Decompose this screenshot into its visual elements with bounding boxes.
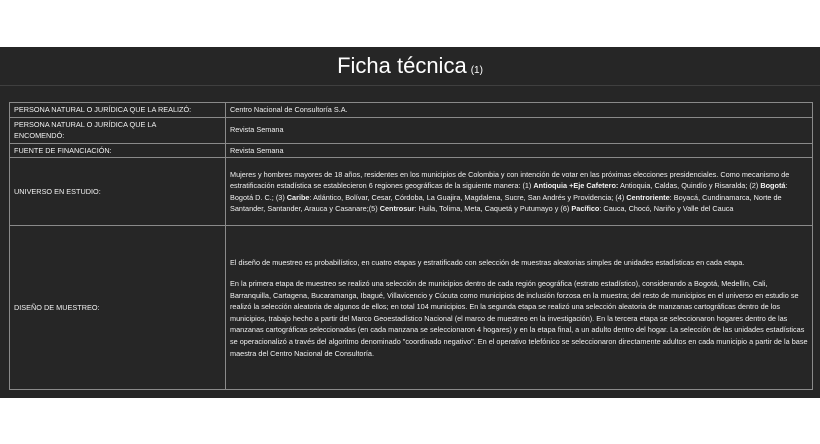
row-value: Centro Nacional de Consultoría S.A.: [226, 103, 813, 118]
row-label-line: PERSONA NATURAL O JURÍDICA QUE LA: [14, 119, 157, 129]
row-label: UNIVERSO EN ESTUDIO:: [10, 158, 226, 226]
region-text: : Cauca, Chocó, Nariño y Valle del Cauca: [599, 204, 734, 214]
design-description: [226, 226, 813, 390]
universe-description: [226, 158, 813, 226]
region-text: Antioquia, Caldas, Quindío y Risaralda; (2): [618, 181, 761, 191]
region-text: : Huila, Tolima, Meta, Caquetá y Putumayo y (6): [414, 204, 572, 214]
row-value: Revista Semana: [226, 143, 813, 158]
table-row: [10, 103, 813, 118]
row-label-line: ENCOMENDÓ:: [14, 131, 65, 141]
design-paragraph: El diseño de muestreo es probabilístico, en cuatro etapas y estratificado con selección de muestras aleatorias simples de unidades estadísticas en cada etapa.: [230, 257, 745, 267]
universe-intro: Mujeres y hombres mayores de 18 años, residentes en los municipios de Colombia y con intención de votar en las próximas elecciones presidenciales. Como mecanismo de estratificación estadística se establecieron 6 regiones geográficas de la siguiente manera: (1): [230, 169, 790, 191]
ficha-tecnica-table: [9, 102, 813, 390]
row-label: DISEÑO DE MUESTREO:: [10, 226, 226, 390]
title-bar: [0, 47, 820, 85]
region-name: Antioquia +Eje Cafetero:: [533, 181, 619, 191]
title-divider: [0, 85, 820, 86]
design-paragraph: En la primera etapa de muestreo se realizó una selección de municipios dentro de cada región geográfica (estrato estadístico), considerando a Bogotá, Medellín, Cali, Barranquilla, Cartagena, Bucaramanga, Ibagué, Villavicencio y Cúcuta como municipios de inclusión forzosa en la muestra; del resto de municipios en el universo en estudio se realizó la selección aleatoria de algunos de ellos; en total 104 municipios. En la segunda etapa se realizó una selección aleatoria de manzanas cartográficas dentro de los municipios, trabajo hecho a partir del Marco Geoestadístico Nacional (el marco de muestreo en la investigación). En la tercera etapa se seleccionaron hogares dentro de las manzanas cartográficas seleccionadas (en cada manzana se seleccionaron 4 hogares) y en la etapa final, a un adulto dentro del hogar. La selección de las unidades estadísticas se operacionalizó a través del algoritmo denominado "coordinado negativo". En el operativo telefónico se seleccionaron directamente adultos en cada municipio a partir de la base maestra del Centro Nacional de Consultoría.: [230, 279, 808, 358]
page-title: [337, 47, 483, 86]
region-name: Centroriente: [626, 192, 670, 202]
page-title-text: Ficha técnica: [337, 53, 467, 78]
table-row: [10, 226, 813, 390]
row-label: [10, 117, 226, 143]
region-name: Bogotá: [760, 181, 786, 191]
title-footnote-ref: (1): [470, 65, 483, 76]
table-row: [10, 143, 813, 158]
table-row: [10, 117, 813, 143]
bottom-background: [0, 398, 820, 444]
region-name: Pacífico: [571, 204, 600, 214]
row-label: FUENTE DE FINANCIACIÓN:: [10, 143, 226, 158]
row-label: PERSONA NATURAL O JURÍDICA QUE LA REALIZÓ:: [10, 103, 226, 118]
row-value: Revista Semana: [226, 117, 813, 143]
slide-panel: [0, 47, 820, 398]
region-text: : Bogotá D. C.; (3): [230, 181, 788, 202]
table-row: [10, 158, 813, 226]
region-text: : Atlántico, Bolívar, Cesar, Córdoba, La Guajira, Magdalena, Sucre, San Andrés y Providencia; (4): [309, 192, 627, 202]
region-name: Centrosur: [379, 204, 415, 214]
region-text: : Boyacá, Cundinamarca, Norte de Santander, Santander, Arauca y Casanare;(5): [230, 192, 782, 214]
region-name: Caribe: [286, 192, 310, 202]
